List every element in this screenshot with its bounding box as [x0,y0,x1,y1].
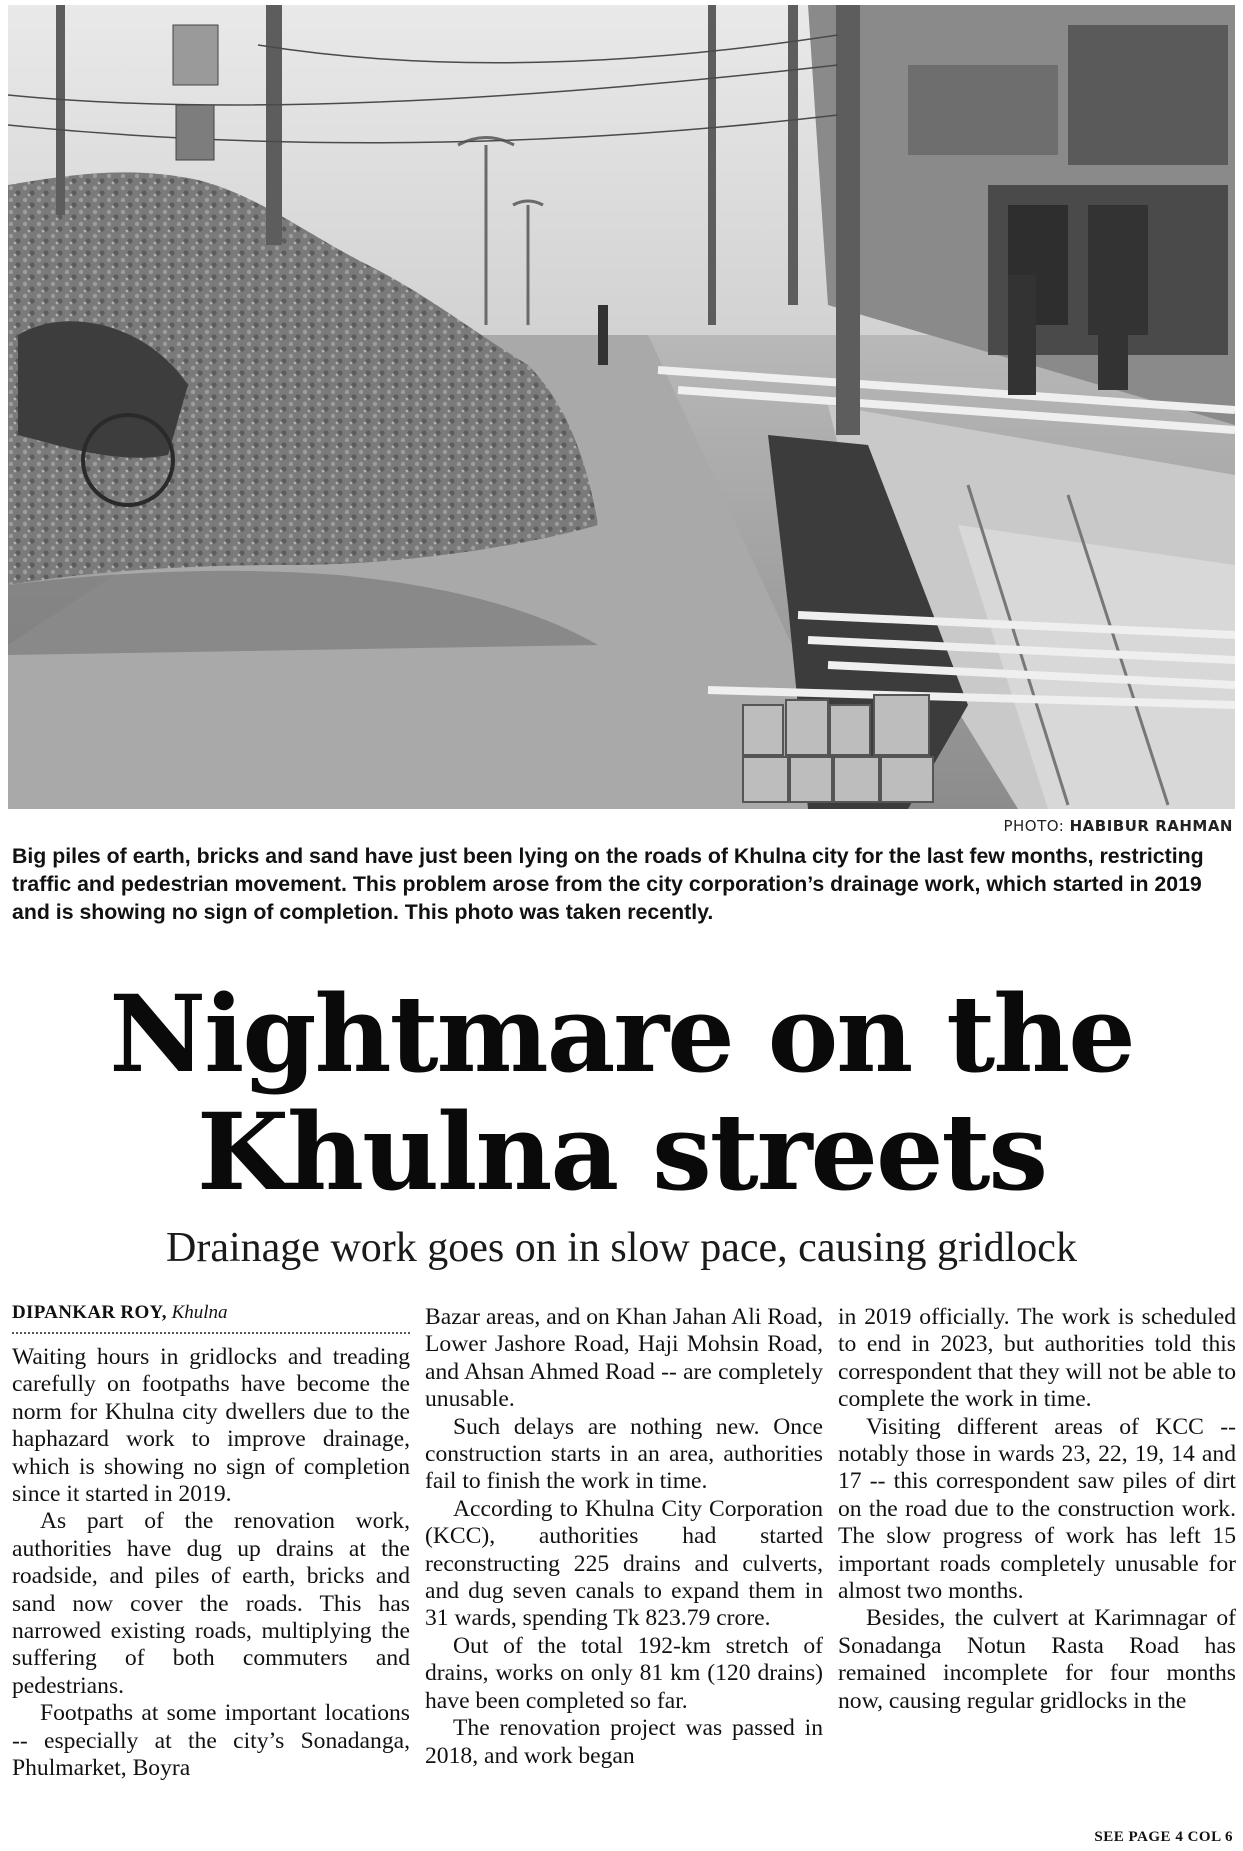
article-paragraph: Footpaths at some important locations -- especially at the city’s Sonadanga, Phulmarket, Boyra [12,1700,410,1782]
byline-author: DIPANKAR ROY, [12,1302,167,1323]
photo-caption: Big piles of earth, bricks and sand have just been lying on the roads of Khulna city for the last few months, restricting traffic and pedestrian movement. This problem arose from the city corporation’s drainage work, which started in 2019 and is showing no sign of completion. This photo was taken recently. [12,844,1204,924]
article-paragraph: The renovation project was passed in 2018, and work began [425,1715,823,1769]
jump-line: SEE PAGE 4 COL 6 [1094,1829,1233,1845]
photo-credit-label: PHOTO: [1003,817,1065,835]
article-paragraph: Bazar areas, and on Khan Jahan Ali Road, Lower Jashore Road, Haji Mohsin Road, and Ahsan Ahmed Road -- are completely unusable. [425,1304,823,1413]
photo-credit [1003,817,1233,835]
article-paragraph: Besides, the culvert at Karimnagar of Sonadanga Notun Rasta Road has remained incomplete for four months now, causing regular gridlocks in the [838,1605,1236,1714]
article-column-1 [12,1300,410,1783]
article-paragraph: Visiting different areas of KCC -- notably those in wards 23, 22, 19, 14 and 17 -- this correspondent saw piles of dirt on the road due to the construction work. The slow progress of work has left 15 important roads completely unusable for almost two months. [838,1413,1236,1605]
article-paragraph: As part of the renovation work, authorities have dug up drains at the roadside, and piles of earth, bricks and sand now cover the roads. This has narrowed existing roads, multiplying the suffering of both commuters and pedestrians. [12,1508,410,1699]
street-construction-photo [8,5,1235,809]
article-paragraph: Out of the total 192-km stretch of drains, works on only 81 km (120 drains) have been completed so far. [425,1632,823,1714]
byline-location: Khulna [171,1302,228,1323]
headline [0,971,1243,1214]
headline-line-2: Khulna streets [196,1089,1047,1214]
article-column-2 [425,1304,823,1770]
byline-divider [12,1332,410,1334]
photo-credit-name: HABIBUR RAHMAN [1069,817,1233,835]
article-paragraph: According to Khulna City Corporation (KCC), authorities had started reconstructing 225 drains and culverts, and dug seven canals to expand them in 31 wards, spending Tk 823.79 crore. [425,1495,823,1632]
article-paragraph: in 2019 officially. The work is scheduled to end in 2023, but authorities told this correspondent that they will not be able to complete the work in time. [838,1304,1236,1413]
article-column-3 [838,1304,1236,1715]
subheadline: Drainage work goes on in slow pace, causing gridlock [166,1225,1077,1271]
byline [12,1300,410,1326]
article-paragraph: Such delays are nothing new. Once construction starts in an area, authorities fail to finish the work in time. [425,1413,823,1495]
headline-line-1: Nightmare on the [109,971,1134,1096]
article-paragraph: Waiting hours in gridlocks and treading carefully on footpaths have become the norm for Khulna city dwellers due to the haphazard work to improve drainage, which is showing no sign of completion since it started in 2019. [12,1344,410,1508]
